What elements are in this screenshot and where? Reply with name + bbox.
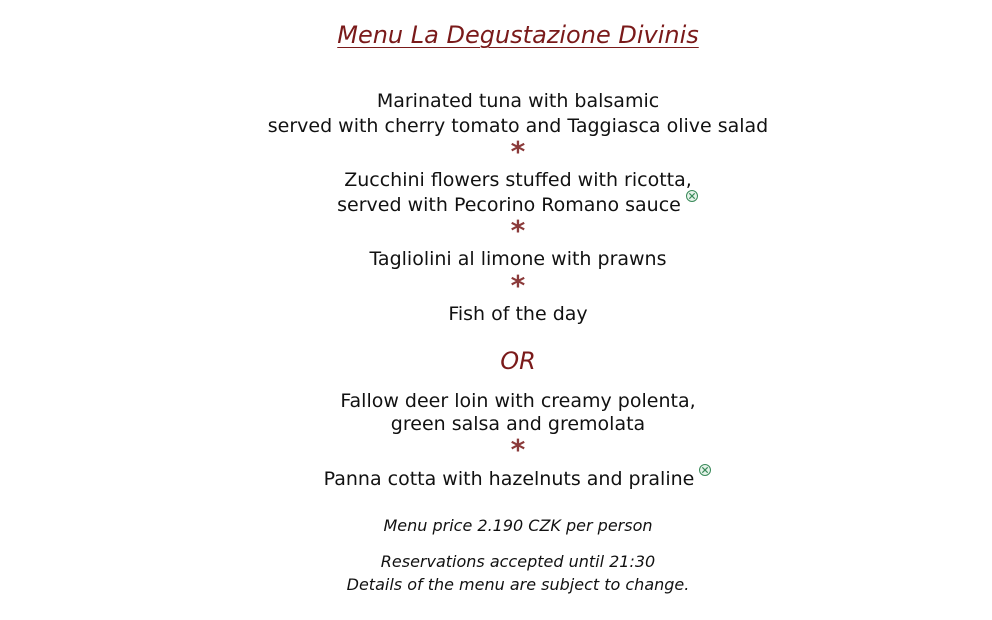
course-2-line-1: Zucchini flowers stuffed with ricotta, xyxy=(344,169,692,191)
course-separator: * xyxy=(510,269,526,302)
course-separator: * xyxy=(510,214,526,247)
course-4-line-1: Fish of the day xyxy=(448,303,588,325)
course-5-line-1: Fallow deer loin with creamy polenta, xyxy=(340,390,696,412)
vegetarian-icon xyxy=(685,189,699,203)
course-6-line-1: Panna cotta with hazelnuts and praline xyxy=(323,468,695,490)
vegetarian-icon xyxy=(698,463,712,477)
course-2-line-2-row xyxy=(0,193,992,217)
course-6-line-1-row xyxy=(0,467,992,491)
course-separator: * xyxy=(510,135,526,168)
course-3-line-1: Tagliolini al limone with prawns xyxy=(369,248,667,270)
or-divider: OR xyxy=(500,347,536,375)
disclaimer-note: Details of the menu are subject to change. xyxy=(346,575,690,594)
menu-price: Menu price 2.190 CZK per person xyxy=(383,516,653,535)
course-2-line-2: served with Pecorino Romano sauce xyxy=(337,194,681,216)
menu-title: Menu La Degustazione Divinis xyxy=(337,21,699,49)
course-separator: * xyxy=(510,433,526,466)
course-1-line-2: served with cherry tomato and Taggiasca olive salad xyxy=(267,115,769,137)
reservations-note: Reservations accepted until 21:30 xyxy=(380,552,656,571)
course-1-line-1: Marinated tuna with balsamic xyxy=(376,90,660,112)
course-5-line-2: green salsa and gremolata xyxy=(390,413,646,435)
